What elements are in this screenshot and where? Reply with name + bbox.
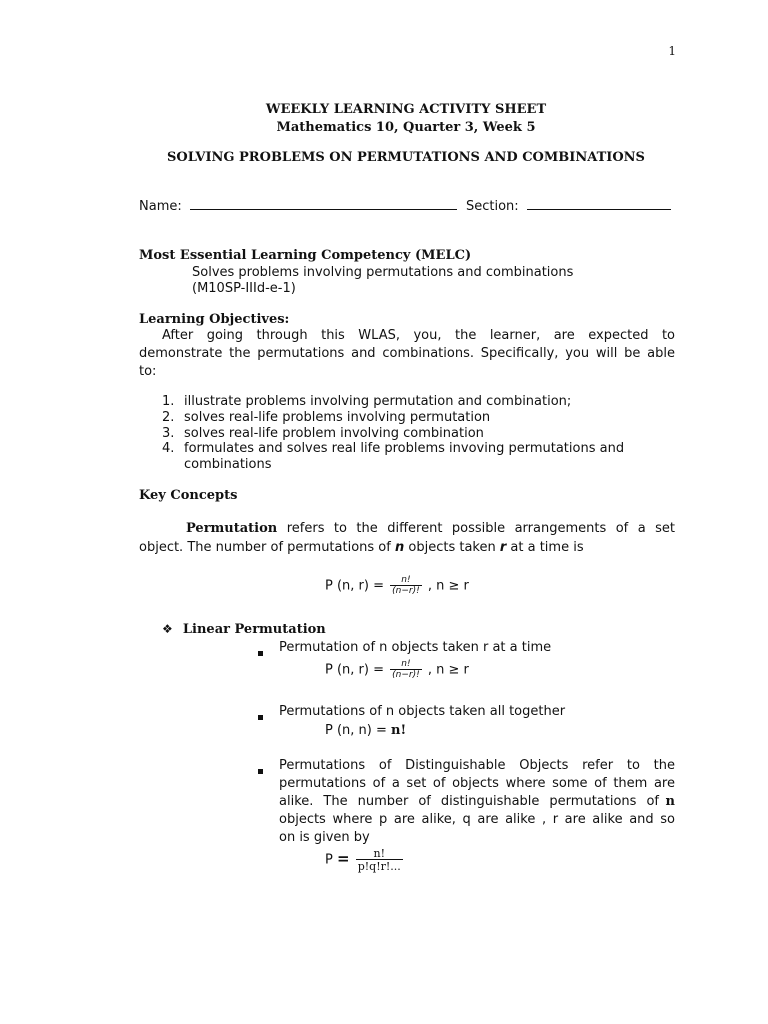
fraction-denominator: (n−r)! bbox=[392, 586, 420, 596]
objective-item bbox=[162, 410, 490, 425]
distinguishable-line1: Permutations of Distinguishable Objects refer to the bbox=[279, 758, 675, 773]
melc-text: Solves problems involving permutations and combinations bbox=[192, 265, 574, 280]
objective-number: 4. bbox=[162, 441, 175, 456]
melc-code: (M10SP-IIId-e-1) bbox=[192, 281, 296, 296]
page-title: SOLVING PROBLEMS ON PERMUTATIONS AND COMBINATIONS bbox=[167, 150, 645, 165]
objective-number: 1. bbox=[162, 394, 175, 409]
objectives-heading: Learning Objectives: bbox=[139, 312, 290, 327]
objective-text: solves real-life problems involving permutation bbox=[184, 410, 491, 425]
formula-equals: = bbox=[336, 849, 350, 868]
objectives-intro-line2: demonstrate the permutations and combinations. Specifically, you will be able bbox=[139, 346, 675, 361]
name-field[interactable] bbox=[139, 197, 457, 214]
formula-fraction bbox=[390, 660, 422, 680]
linear-bullet-1-formula bbox=[325, 660, 469, 680]
square-bullet-icon bbox=[258, 709, 263, 724]
objective-text: solves real-life problem involving combination bbox=[184, 426, 484, 441]
melc-heading: Most Essential Learning Competency (MELC) bbox=[139, 248, 472, 263]
permutation-def-line2 bbox=[139, 540, 584, 555]
linear-bullet-1-text: Permutation of n objects taken r at a time bbox=[279, 640, 552, 655]
distinguishable-line4: objects where p are alike, q are alike , r are alike and so bbox=[279, 812, 675, 827]
distinguishable-line2: permutations of a set of objects where some of them are bbox=[279, 776, 675, 791]
objective-number: 3. bbox=[162, 426, 175, 441]
objective-item bbox=[162, 394, 571, 409]
name-label: Name: bbox=[139, 199, 182, 214]
square-bullet-icon bbox=[258, 763, 263, 778]
header-line1: WEEKLY LEARNING ACTIVITY SHEET bbox=[265, 102, 547, 117]
fraction-denominator: p!q!r!... bbox=[357, 860, 401, 873]
formula-lhs: P (n, r) = bbox=[325, 662, 384, 678]
formula-condition: , n ≥ r bbox=[427, 578, 469, 594]
objective-text-continued: combinations bbox=[184, 457, 272, 472]
objective-item bbox=[162, 441, 624, 456]
section-field[interactable] bbox=[466, 197, 671, 214]
square-bullet-icon bbox=[258, 645, 263, 660]
permutation-def-rest: refers to the different possible arrangements of a set bbox=[277, 521, 675, 536]
fraction-denominator: (n−r)! bbox=[392, 670, 420, 680]
key-concepts-heading: Key Concepts bbox=[139, 488, 238, 503]
permutation-formula bbox=[325, 576, 469, 596]
perm-def-text-c: at a time is bbox=[506, 540, 584, 555]
objectives-intro-line3: to: bbox=[139, 364, 157, 379]
formula-fraction bbox=[356, 848, 403, 872]
linear-permutation-heading: Linear Permutation bbox=[182, 622, 326, 637]
page-number: 1 bbox=[668, 44, 676, 58]
fraction-numerator: n! bbox=[401, 659, 411, 669]
section-label: Section: bbox=[466, 199, 519, 214]
formula-rhs: n! bbox=[391, 723, 407, 738]
formula-condition: , n ≥ r bbox=[427, 662, 469, 678]
distinguishable-var-n: n bbox=[665, 794, 675, 809]
objectives-intro-line1: After going through this WLAS, you, the learner, are expected to bbox=[162, 328, 675, 343]
perm-def-text-a: object. The number of permutations of bbox=[139, 540, 395, 555]
distinguishable-line3-text: alike. The number of distinguishable permutations of bbox=[279, 794, 659, 809]
diamond-bullet-icon: ❖ bbox=[162, 622, 173, 636]
perm-def-var-n: n bbox=[394, 540, 405, 555]
linear-permutation-heading-row bbox=[162, 622, 326, 637]
objective-item bbox=[162, 426, 484, 441]
formula-lhs: P (n, n) = bbox=[325, 723, 392, 738]
formula-lhs: P (n, r) = bbox=[325, 578, 384, 594]
name-blank-line[interactable] bbox=[190, 197, 457, 210]
fraction-numerator: n! bbox=[373, 847, 385, 860]
objective-number: 2. bbox=[162, 410, 175, 425]
fraction-numerator: n! bbox=[401, 575, 411, 585]
objective-text: formulates and solves real life problems invoving permutations and bbox=[184, 441, 625, 456]
linear-bullet-2-formula bbox=[325, 723, 406, 738]
formula-fraction bbox=[390, 576, 422, 596]
section-blank-line[interactable] bbox=[527, 197, 671, 210]
perm-def-text-b: objects taken bbox=[404, 540, 500, 555]
permutation-term: Permutation bbox=[186, 521, 278, 536]
objective-text: illustrate problems involving permutation and combination; bbox=[184, 394, 572, 409]
distinguishable-formula bbox=[325, 848, 405, 872]
formula-lhs: P bbox=[325, 852, 333, 868]
permutation-def-line1 bbox=[186, 521, 675, 536]
linear-bullet-2-text: Permutations of n objects taken all together bbox=[279, 704, 566, 719]
perm-def-var-r: r bbox=[499, 540, 507, 555]
header-line2: Mathematics 10, Quarter 3, Week 5 bbox=[276, 120, 536, 135]
distinguishable-line5: on is given by bbox=[279, 830, 370, 845]
distinguishable-line3 bbox=[279, 794, 675, 809]
